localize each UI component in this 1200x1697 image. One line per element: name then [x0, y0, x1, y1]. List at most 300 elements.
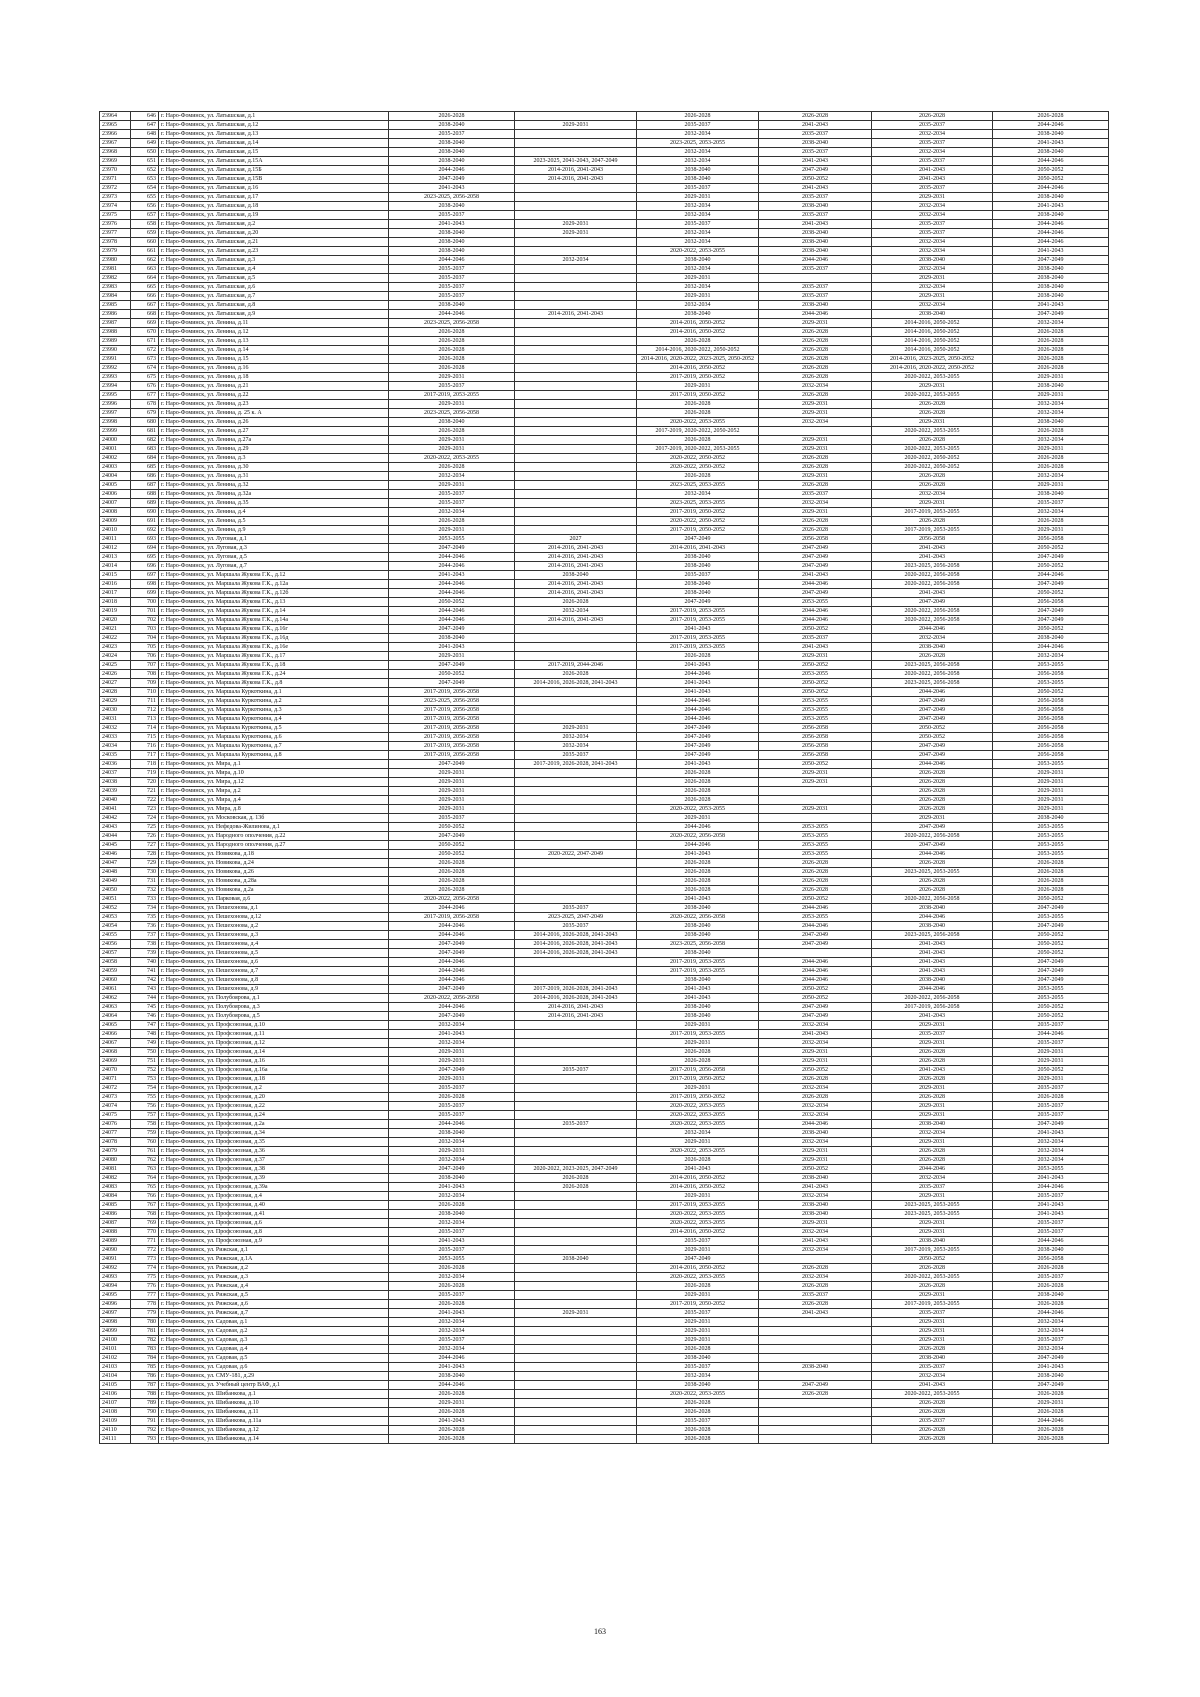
- row-id-cell: 24102: [100, 1354, 131, 1363]
- row-number-cell: 756: [131, 1102, 159, 1111]
- period-cell: [515, 1021, 637, 1030]
- period-cell: [759, 1327, 872, 1336]
- period-cell: 2026-2028: [515, 1174, 637, 1183]
- period-cell: 2032-2034: [637, 490, 759, 499]
- address-cell: г. Наро-Фоминск, ул. Пешехонова, д.3: [159, 931, 389, 940]
- period-cell: 2035-2037: [872, 1030, 993, 1039]
- period-cell: 2041-2043: [872, 967, 993, 976]
- table-row: [100, 139, 1109, 148]
- row-number-cell: 688: [131, 490, 159, 499]
- period-cell: [515, 436, 637, 445]
- period-cell: 2032-2034: [993, 319, 1109, 328]
- period-cell: 2026-2028: [759, 454, 872, 463]
- row-id-cell: 24069: [100, 1057, 131, 1066]
- period-cell: 2041-2043: [872, 940, 993, 949]
- table-row: [100, 625, 1109, 634]
- period-cell: [515, 301, 637, 310]
- period-cell: [515, 715, 637, 724]
- period-cell: 2053-2055: [993, 823, 1109, 832]
- period-cell: 2017-2019, 2056-2058: [389, 706, 515, 715]
- row-id-cell: 24093: [100, 1273, 131, 1282]
- period-cell: 2026-2028: [389, 877, 515, 886]
- row-id-cell: 24072: [100, 1084, 131, 1093]
- period-cell: 2050-2052: [759, 760, 872, 769]
- row-id-cell: 24060: [100, 976, 131, 985]
- period-cell: 2026-2028: [872, 1147, 993, 1156]
- period-cell: 2047-2049: [389, 175, 515, 184]
- period-cell: 2035-2037: [637, 1237, 759, 1246]
- period-cell: 2014-2016, 2026-2028, 2041-2043: [515, 679, 637, 688]
- address-cell: г. Наро-Фоминск, ул. Ленина, д.4: [159, 508, 389, 517]
- period-cell: 2056-2058: [759, 724, 872, 733]
- period-cell: [515, 1057, 637, 1066]
- period-cell: 2041-2043: [759, 1183, 872, 1192]
- row-number-cell: 667: [131, 301, 159, 310]
- period-cell: 2029-2031: [759, 1219, 872, 1228]
- period-cell: 2050-2052: [759, 625, 872, 634]
- address-cell: г. Наро-Фоминск, ул. Латышская, д.20: [159, 229, 389, 238]
- period-cell: 2026-2028: [872, 436, 993, 445]
- row-number-cell: 683: [131, 445, 159, 454]
- row-id-cell: 23975: [100, 211, 131, 220]
- period-cell: 2017-2019, 2050-2052: [637, 1300, 759, 1309]
- period-cell: 2014-2016, 2020-2022, 2050-2052: [637, 346, 759, 355]
- period-cell: 2035-2037: [389, 283, 515, 292]
- period-cell: 2032-2034: [872, 490, 993, 499]
- period-cell: 2047-2049: [993, 1354, 1109, 1363]
- period-cell: 2032-2034: [759, 1246, 872, 1255]
- period-cell: 2032-2034: [872, 247, 993, 256]
- period-cell: 2032-2034: [637, 301, 759, 310]
- period-cell: 2026-2028: [759, 463, 872, 472]
- address-cell: г. Наро-Фоминск, ул. Пешехонова, д.5: [159, 949, 389, 958]
- period-cell: 2029-2031: [389, 805, 515, 814]
- period-cell: 2035-2037: [872, 139, 993, 148]
- period-cell: 2014-2016, 2026-2028, 2041-2043: [515, 931, 637, 940]
- table-row: [100, 1390, 1109, 1399]
- row-number-cell: 654: [131, 184, 159, 193]
- row-number-cell: 681: [131, 427, 159, 436]
- period-cell: 2044-2046: [759, 967, 872, 976]
- period-cell: 2035-2037: [993, 1228, 1109, 1237]
- period-cell: 2041-2043: [759, 184, 872, 193]
- table-row: [100, 760, 1109, 769]
- period-cell: 2044-2046: [389, 589, 515, 598]
- period-cell: 2029-2031: [993, 1057, 1109, 1066]
- table-row: [100, 652, 1109, 661]
- period-cell: 2026-2028: [389, 1426, 515, 1435]
- period-cell: 2026-2028: [637, 112, 759, 121]
- table-row: [100, 877, 1109, 886]
- table-row: [100, 598, 1109, 607]
- period-cell: 2041-2043: [637, 994, 759, 1003]
- row-id-cell: 24056: [100, 940, 131, 949]
- period-cell: [759, 1318, 872, 1327]
- table-row: [100, 175, 1109, 184]
- address-cell: г. Наро-Фоминск, ул. Новикова, д.26: [159, 868, 389, 877]
- period-cell: 2032-2034: [993, 1327, 1109, 1336]
- table-row: [100, 850, 1109, 859]
- period-cell: 2014-2016, 2026-2028, 2041-2043: [515, 949, 637, 958]
- period-cell: [515, 472, 637, 481]
- period-cell: 2014-2016, 2041-2043: [515, 616, 637, 625]
- table-row: [100, 526, 1109, 535]
- period-cell: [759, 274, 872, 283]
- row-id-cell: 24030: [100, 706, 131, 715]
- period-cell: 2029-2031: [993, 373, 1109, 382]
- period-cell: 2020-2022, 2056-2058: [637, 832, 759, 841]
- period-cell: 2041-2043: [637, 625, 759, 634]
- period-cell: 2041-2043: [637, 1165, 759, 1174]
- period-cell: 2026-2028: [993, 337, 1109, 346]
- period-cell: 2020-2022, 2056-2058: [872, 832, 993, 841]
- period-cell: 2023-2025, 2053-2055: [872, 1201, 993, 1210]
- address-cell: г. Наро-Фоминск, ул. Мира, д.4: [159, 796, 389, 805]
- period-cell: 2020-2022, 2053-2055: [872, 1273, 993, 1282]
- period-cell: 2035-2037: [389, 1111, 515, 1120]
- period-cell: 2014-2016, 2020-2022, 2050-2052: [872, 364, 993, 373]
- period-cell: 2032-2034: [759, 1192, 872, 1201]
- period-cell: 2017-2019, 2056-2058: [389, 913, 515, 922]
- period-cell: 2038-2040: [389, 634, 515, 643]
- table-row: [100, 769, 1109, 778]
- period-cell: 2038-2040: [759, 139, 872, 148]
- period-cell: 2041-2043: [389, 1309, 515, 1318]
- period-cell: 2029-2031: [759, 400, 872, 409]
- period-cell: 2053-2055: [759, 841, 872, 850]
- period-cell: 2020-2022, 2056-2058: [872, 670, 993, 679]
- period-cell: 2035-2037: [389, 130, 515, 139]
- period-cell: 2047-2049: [389, 1066, 515, 1075]
- period-cell: 2026-2028: [759, 859, 872, 868]
- period-cell: 2032-2034: [993, 1138, 1109, 1147]
- period-cell: 2026-2028: [759, 481, 872, 490]
- period-cell: 2035-2037: [389, 490, 515, 499]
- table-row: [100, 814, 1109, 823]
- address-cell: г. Наро-Фоминск, ул. Рижская, д.4: [159, 1282, 389, 1291]
- period-cell: 2017-2019, 2044-2046: [515, 661, 637, 670]
- period-cell: 2041-2043: [872, 1066, 993, 1075]
- address-cell: г. Наро-Фоминск, ул. Мира, д.8: [159, 805, 389, 814]
- row-id-cell: 24055: [100, 931, 131, 940]
- period-cell: 2029-2031: [637, 1021, 759, 1030]
- period-cell: 2017-2019, 2053-2055: [637, 634, 759, 643]
- table-row: [100, 1282, 1109, 1291]
- table-row: [100, 706, 1109, 715]
- period-cell: 2035-2037: [389, 1084, 515, 1093]
- address-cell: г. Наро-Фоминск, ул. Латышская, д.15А: [159, 157, 389, 166]
- period-cell: 2029-2031: [637, 1336, 759, 1345]
- period-cell: 2017-2019, 2050-2052: [637, 1093, 759, 1102]
- period-cell: 2047-2049: [993, 958, 1109, 967]
- period-cell: 2038-2040: [993, 265, 1109, 274]
- period-cell: 2032-2034: [993, 472, 1109, 481]
- row-number-cell: 709: [131, 679, 159, 688]
- period-cell: 2035-2037: [389, 1102, 515, 1111]
- period-cell: [515, 805, 637, 814]
- period-cell: 2032-2034: [759, 1021, 872, 1030]
- period-cell: 2026-2028: [759, 337, 872, 346]
- period-cell: 2029-2031: [993, 805, 1109, 814]
- period-cell: 2044-2046: [872, 625, 993, 634]
- row-id-cell: 23993: [100, 373, 131, 382]
- row-id-cell: 24024: [100, 652, 131, 661]
- period-cell: 2041-2043: [759, 1237, 872, 1246]
- period-cell: 2035-2037: [759, 490, 872, 499]
- period-cell: 2023-2025, 2056-2058: [389, 319, 515, 328]
- period-cell: 2035-2037: [872, 121, 993, 130]
- address-cell: г. Наро-Фоминск, ул. Шибанкова, д.12: [159, 1426, 389, 1435]
- row-number-cell: 689: [131, 499, 159, 508]
- period-cell: 2014-2016, 2026-2028, 2041-2043: [515, 940, 637, 949]
- period-cell: 2023-2025, 2053-2055: [637, 139, 759, 148]
- table-row: [100, 1417, 1109, 1426]
- table-row: [100, 571, 1109, 580]
- period-cell: 2026-2028: [515, 670, 637, 679]
- period-cell: 2047-2049: [637, 742, 759, 751]
- row-id-cell: 24031: [100, 715, 131, 724]
- row-number-cell: 710: [131, 688, 159, 697]
- row-number-cell: 669: [131, 319, 159, 328]
- table-row: [100, 1192, 1109, 1201]
- address-cell: г. Наро-Фоминск, ул. Профсоюзная, д.6: [159, 1219, 389, 1228]
- address-cell: г. Наро-Фоминск, ул. Маршала Куркоткина, д.8: [159, 751, 389, 760]
- period-cell: [515, 706, 637, 715]
- period-cell: 2032-2034: [389, 1021, 515, 1030]
- period-cell: 2026-2028: [637, 1435, 759, 1444]
- row-number-cell: 701: [131, 607, 159, 616]
- row-number-cell: 740: [131, 958, 159, 967]
- period-cell: 2044-2046: [389, 607, 515, 616]
- period-cell: 2035-2037: [872, 229, 993, 238]
- row-number-cell: 700: [131, 598, 159, 607]
- period-cell: [515, 418, 637, 427]
- row-number-cell: 777: [131, 1291, 159, 1300]
- period-cell: 2026-2028: [872, 778, 993, 787]
- period-cell: 2020-2022, 2053-2055: [637, 1147, 759, 1156]
- period-cell: 2032-2034: [993, 409, 1109, 418]
- period-cell: 2029-2031: [389, 769, 515, 778]
- period-cell: 2038-2040: [637, 976, 759, 985]
- period-cell: 2032-2034: [389, 1318, 515, 1327]
- address-cell: г. Наро-Фоминск, ул. Ленина, д.14: [159, 346, 389, 355]
- period-cell: 2056-2058: [993, 1255, 1109, 1264]
- table-body: [100, 112, 1109, 1444]
- period-cell: 2041-2043: [993, 1129, 1109, 1138]
- period-cell: 2035-2037: [515, 922, 637, 931]
- period-cell: 2035-2037: [759, 211, 872, 220]
- address-cell: г. Наро-Фоминск, ул. Садовая, д.3: [159, 1336, 389, 1345]
- address-cell: г. Наро-Фоминск, ул. Ленина, д.27: [159, 427, 389, 436]
- table-row: [100, 1354, 1109, 1363]
- period-cell: 2038-2040: [637, 166, 759, 175]
- period-cell: 2020-2022, 2056-2058: [389, 895, 515, 904]
- period-cell: 2050-2052: [993, 1003, 1109, 1012]
- row-number-cell: 653: [131, 175, 159, 184]
- period-cell: [515, 1417, 637, 1426]
- row-number-cell: 763: [131, 1165, 159, 1174]
- row-number-cell: 686: [131, 472, 159, 481]
- table-row: [100, 913, 1109, 922]
- period-cell: 2029-2031: [759, 508, 872, 517]
- period-cell: 2017-2019, 2053-2055: [389, 391, 515, 400]
- row-number-cell: 678: [131, 400, 159, 409]
- period-cell: 2041-2043: [389, 1237, 515, 1246]
- row-id-cell: 24067: [100, 1039, 131, 1048]
- period-cell: 2029-2031: [872, 1228, 993, 1237]
- period-cell: 2032-2034: [389, 1138, 515, 1147]
- table-row: [100, 1381, 1109, 1390]
- table-row: [100, 193, 1109, 202]
- row-id-cell: 23990: [100, 346, 131, 355]
- period-cell: 2053-2055: [993, 661, 1109, 670]
- period-cell: [515, 1147, 637, 1156]
- period-cell: 2026-2028: [759, 517, 872, 526]
- period-cell: [515, 1408, 637, 1417]
- table-row: [100, 1372, 1109, 1381]
- row-id-cell: 23997: [100, 409, 131, 418]
- period-cell: 2026-2028: [872, 1048, 993, 1057]
- row-id-cell: 24061: [100, 985, 131, 994]
- period-cell: 2026-2028: [637, 1408, 759, 1417]
- period-cell: [515, 1381, 637, 1390]
- period-cell: 2050-2052: [759, 1165, 872, 1174]
- period-cell: 2044-2046: [872, 985, 993, 994]
- table-row: [100, 373, 1109, 382]
- period-cell: 2023-2025, 2056-2058: [872, 679, 993, 688]
- table-row: [100, 922, 1109, 931]
- period-cell: [515, 958, 637, 967]
- period-cell: 2047-2049: [872, 841, 993, 850]
- period-cell: [515, 1129, 637, 1138]
- row-number-cell: 650: [131, 148, 159, 157]
- period-cell: [515, 796, 637, 805]
- period-cell: 2017-2019, 2053-2055: [637, 1030, 759, 1039]
- period-cell: 2056-2058: [993, 706, 1109, 715]
- period-cell: 2029-2031: [993, 1048, 1109, 1057]
- row-number-cell: 772: [131, 1246, 159, 1255]
- period-cell: 2050-2052: [872, 1255, 993, 1264]
- period-cell: 2038-2040: [872, 1237, 993, 1246]
- period-cell: 2029-2031: [872, 1102, 993, 1111]
- period-cell: 2017-2019, 2056-2058: [389, 688, 515, 697]
- row-id-cell: 24043: [100, 823, 131, 832]
- period-cell: [515, 1327, 637, 1336]
- address-cell: г. Наро-Фоминск, ул. Латышская, д.19: [159, 211, 389, 220]
- period-cell: 2053-2055: [759, 598, 872, 607]
- period-cell: 2035-2037: [872, 220, 993, 229]
- period-cell: 2050-2052: [759, 661, 872, 670]
- table-row: [100, 391, 1109, 400]
- period-cell: 2035-2037: [759, 1291, 872, 1300]
- period-cell: 2035-2037: [637, 1363, 759, 1372]
- period-cell: 2038-2040: [993, 382, 1109, 391]
- row-id-cell: 24082: [100, 1174, 131, 1183]
- address-cell: г. Наро-Фоминск, ул. Маршала Жукова Г.К., д.8: [159, 679, 389, 688]
- period-cell: 2014-2016, 2050-2052: [872, 346, 993, 355]
- table-row: [100, 1120, 1109, 1129]
- table-row: [100, 454, 1109, 463]
- period-cell: [515, 490, 637, 499]
- row-id-cell: 24095: [100, 1291, 131, 1300]
- period-cell: 2026-2028: [993, 859, 1109, 868]
- row-id-cell: 24018: [100, 598, 131, 607]
- address-cell: г. Наро-Фоминск, ул. Маршала Куркоткина, д.7: [159, 742, 389, 751]
- period-cell: 2029-2031: [872, 1192, 993, 1201]
- period-cell: 2038-2040: [389, 121, 515, 130]
- period-cell: 2014-2016, 2023-2025, 2050-2052: [872, 355, 993, 364]
- row-number-cell: 707: [131, 661, 159, 670]
- table-row: [100, 616, 1109, 625]
- table-row: [100, 274, 1109, 283]
- period-cell: 2056-2058: [872, 535, 993, 544]
- period-cell: [515, 841, 637, 850]
- period-cell: 2026-2028: [389, 868, 515, 877]
- row-number-cell: 748: [131, 1030, 159, 1039]
- period-cell: 2044-2046: [759, 256, 872, 265]
- period-cell: 2047-2049: [993, 256, 1109, 265]
- period-cell: 2050-2052: [993, 931, 1109, 940]
- table-row: [100, 202, 1109, 211]
- address-cell: г. Наро-Фоминск, ул. Шибанкова, д.1: [159, 1390, 389, 1399]
- row-number-cell: 694: [131, 544, 159, 553]
- row-number-cell: 698: [131, 580, 159, 589]
- row-id-cell: 24007: [100, 499, 131, 508]
- period-cell: 2032-2034: [389, 1219, 515, 1228]
- row-number-cell: 719: [131, 769, 159, 778]
- period-cell: 2014-2016, 2050-2052: [637, 328, 759, 337]
- period-cell: 2053-2055: [759, 706, 872, 715]
- period-cell: [759, 1417, 872, 1426]
- row-number-cell: 724: [131, 814, 159, 823]
- period-cell: 2023-2025, 2053-2055: [637, 499, 759, 508]
- row-id-cell: 24086: [100, 1210, 131, 1219]
- period-cell: 2035-2037: [993, 1273, 1109, 1282]
- table-row: [100, 1174, 1109, 1183]
- row-id-cell: 24079: [100, 1147, 131, 1156]
- row-number-cell: 664: [131, 274, 159, 283]
- row-id-cell: 24021: [100, 625, 131, 634]
- period-cell: [759, 1354, 872, 1363]
- row-number-cell: 708: [131, 670, 159, 679]
- period-cell: 2047-2049: [637, 751, 759, 760]
- period-cell: 2047-2049: [759, 931, 872, 940]
- row-id-cell: 24084: [100, 1192, 131, 1201]
- table-row: [100, 1435, 1109, 1444]
- period-cell: 2020-2022, 2053-2055: [872, 373, 993, 382]
- row-id-cell: 24014: [100, 562, 131, 571]
- row-id-cell: 23974: [100, 202, 131, 211]
- period-cell: 2026-2028: [872, 796, 993, 805]
- table-row: [100, 1003, 1109, 1012]
- period-cell: [759, 427, 872, 436]
- table-row: [100, 886, 1109, 895]
- period-cell: 2020-2022, 2050-2052: [872, 463, 993, 472]
- period-cell: 2044-2046: [993, 157, 1109, 166]
- period-cell: [515, 1399, 637, 1408]
- table-row: [100, 400, 1109, 409]
- table-row: [100, 733, 1109, 742]
- period-cell: 2029-2031: [389, 778, 515, 787]
- row-number-cell: 768: [131, 1210, 159, 1219]
- period-cell: 2032-2034: [515, 256, 637, 265]
- period-cell: 2041-2043: [637, 760, 759, 769]
- period-cell: 2035-2037: [389, 814, 515, 823]
- period-cell: 2041-2043: [993, 139, 1109, 148]
- address-cell: г. Наро-Фоминск, ул. Ленина, д.12: [159, 328, 389, 337]
- row-id-cell: 24066: [100, 1030, 131, 1039]
- period-cell: 2044-2046: [389, 976, 515, 985]
